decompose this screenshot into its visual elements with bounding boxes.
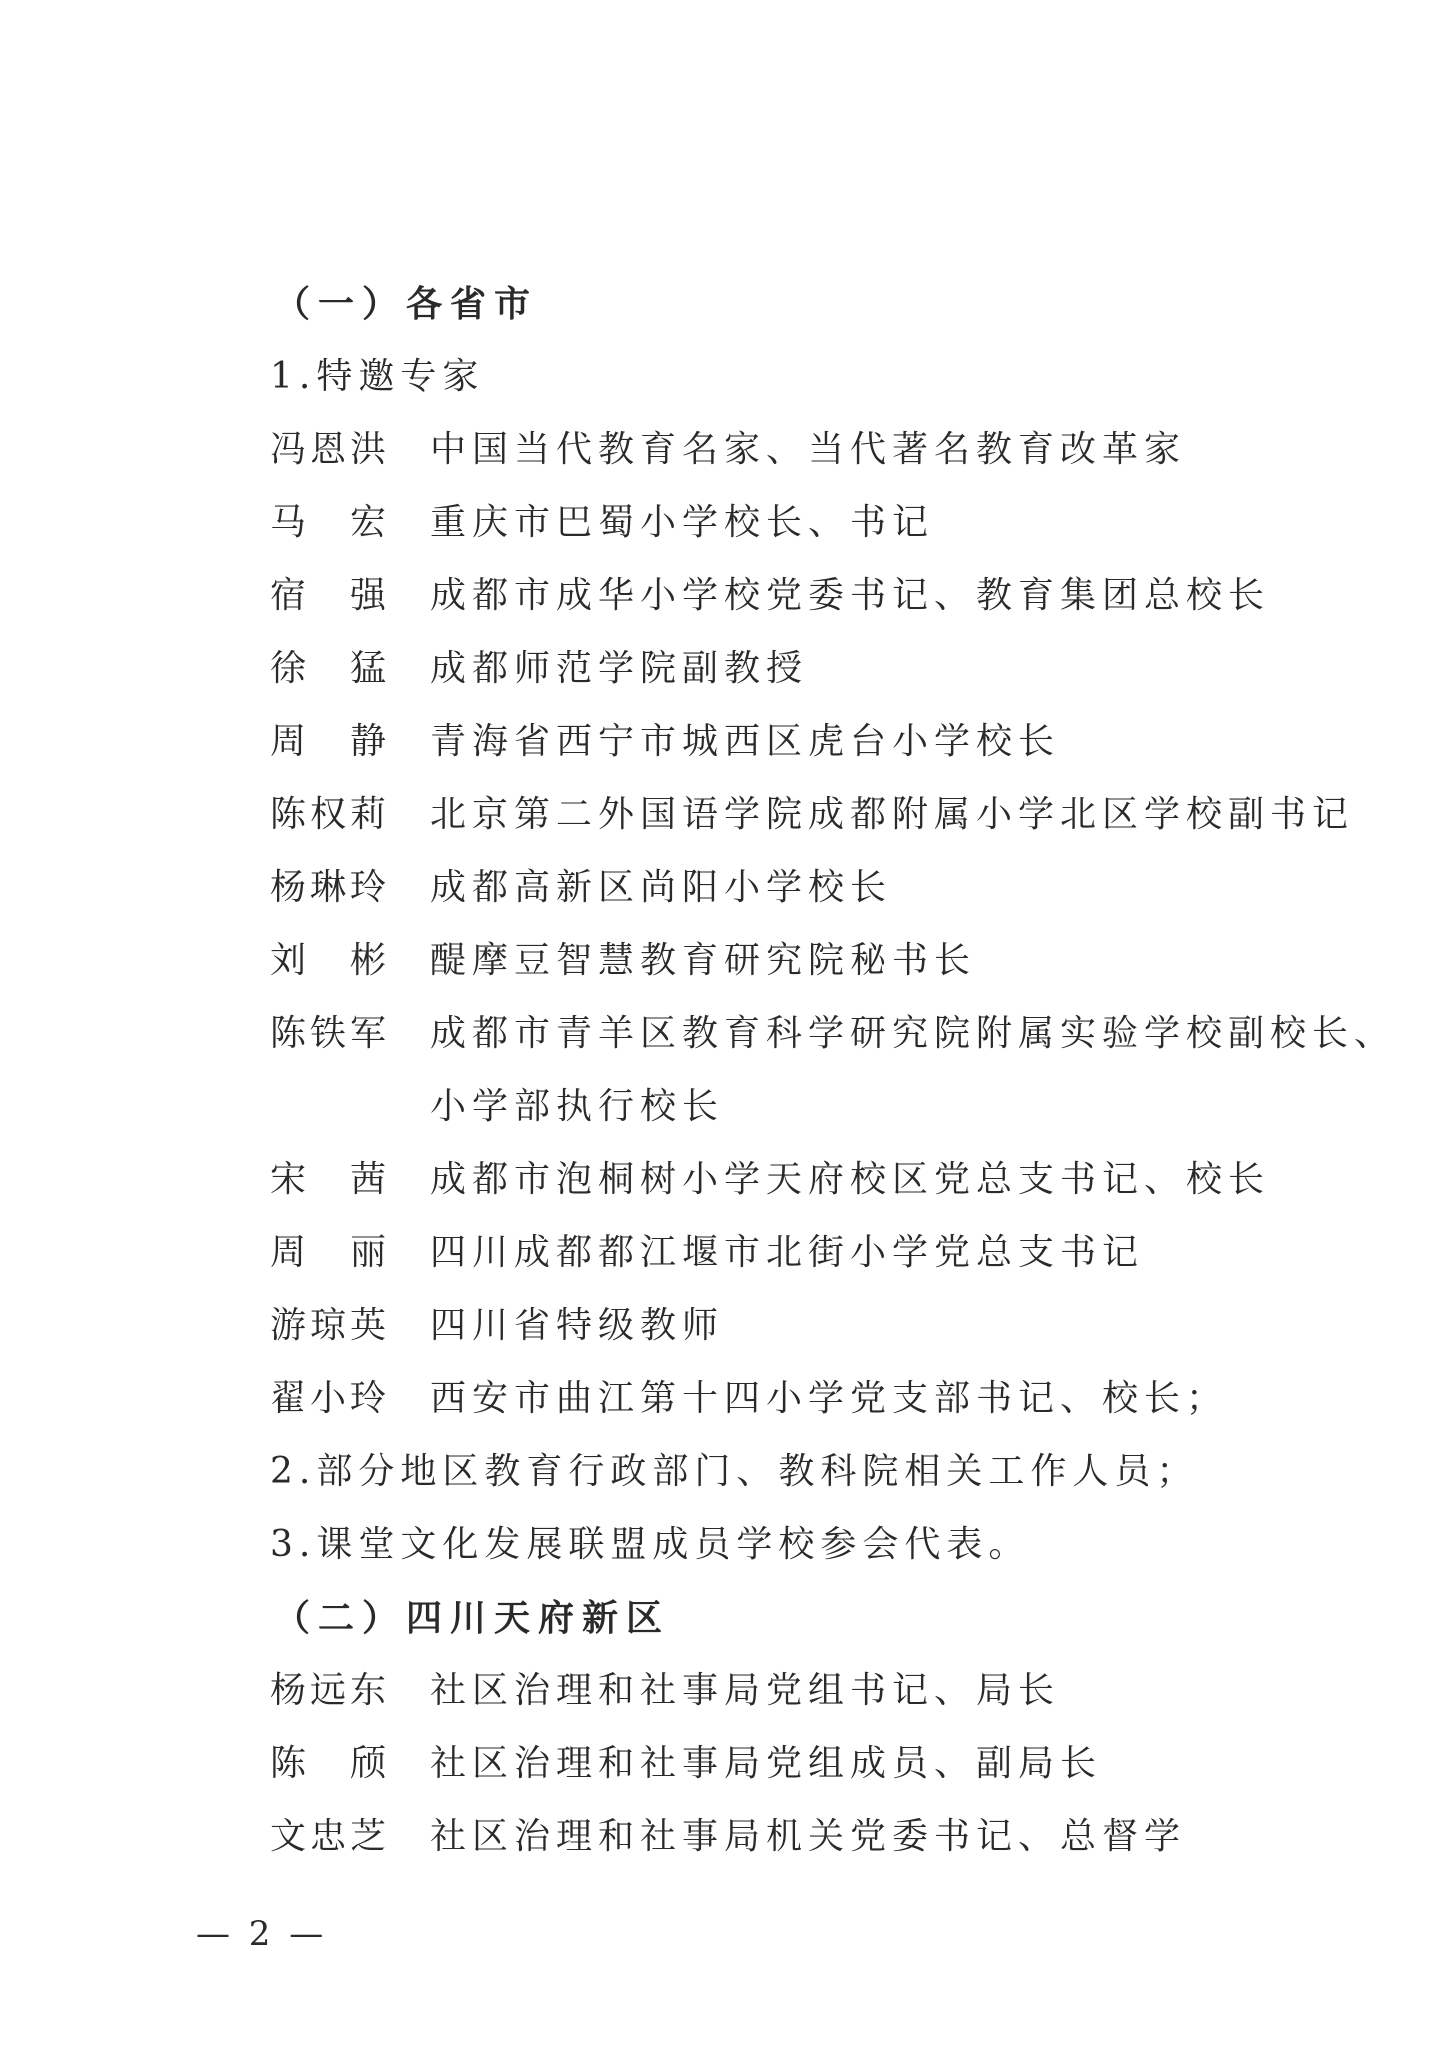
- expert-role-continuation: 小学部执行校长: [430, 1086, 725, 1127]
- expert-role: 成都市青羊区教育科学研究院附属实验学校副校长、: [430, 1013, 1397, 1054]
- expert-role: 成都市成华小学校党委书记、教育集团总校长: [430, 575, 1271, 616]
- expert-name: 马 宏: [270, 502, 391, 543]
- expert-role: 西安市曲江第十四小学党支部书记、校长；: [430, 1378, 1229, 1419]
- expert-role: 重庆市巴蜀小学校长、书记: [430, 502, 935, 543]
- expert-name: 游琼英: [270, 1305, 391, 1346]
- expert-role: 成都高新区尚阳小学校长: [430, 867, 893, 908]
- page-number: — 2 —: [196, 1914, 328, 1954]
- expert-role: 四川成都都江堰市北街小学党总支书记: [430, 1232, 1145, 1273]
- member-role: 社区治理和社事局机关党委书记、总督学: [430, 1816, 1187, 1857]
- expert-role: 四川省特级教师: [430, 1305, 725, 1346]
- section-heading-tianfu: （二）四川天府新区: [274, 1597, 671, 1639]
- expert-role: 醍摩豆智慧教育研究院秘书长: [430, 940, 977, 981]
- subsection-education-staff: 2.部分地区教育行政部门、教科院相关工作人员；: [270, 1451, 1199, 1492]
- member-name: 陈 颀: [270, 1743, 391, 1784]
- member-name: 杨远东: [270, 1670, 391, 1711]
- expert-name: 陈权莉: [270, 794, 391, 835]
- section-heading-provinces: （一）各省市: [274, 283, 539, 325]
- expert-name: 宋 茜: [270, 1159, 391, 1200]
- expert-name: 周 静: [270, 721, 391, 762]
- expert-role: 成都市泡桐树小学天府校区党总支书记、校长: [430, 1159, 1271, 1200]
- expert-name: 刘 彬: [270, 940, 391, 981]
- expert-role: 青海省西宁市城西区虎台小学校长: [430, 721, 1061, 762]
- member-name: 文忠芝: [270, 1816, 391, 1857]
- expert-name: 陈铁军: [270, 1013, 391, 1054]
- expert-name: 徐 猛: [270, 648, 391, 689]
- expert-role: 中国当代教育名家、当代著名教育改革家: [430, 429, 1187, 470]
- expert-name: 翟小玲: [270, 1378, 391, 1419]
- expert-role: 北京第二外国语学院成都附属小学北区学校副书记: [430, 794, 1355, 835]
- expert-role: 成都师范学院副教授: [430, 648, 809, 689]
- member-role: 社区治理和社事局党组书记、局长: [430, 1670, 1061, 1711]
- subsection-special-experts: 1.特邀专家: [270, 356, 485, 397]
- expert-name: 杨琳玲: [270, 867, 391, 908]
- expert-name: 冯恩洪: [270, 429, 391, 470]
- member-role: 社区治理和社事局党组成员、副局长: [430, 1743, 1103, 1784]
- expert-name: 周 丽: [270, 1232, 391, 1273]
- subsection-alliance-schools: 3.课堂文化发展联盟成员学校参会代表。: [270, 1524, 1031, 1565]
- expert-name: 宿 强: [270, 575, 391, 616]
